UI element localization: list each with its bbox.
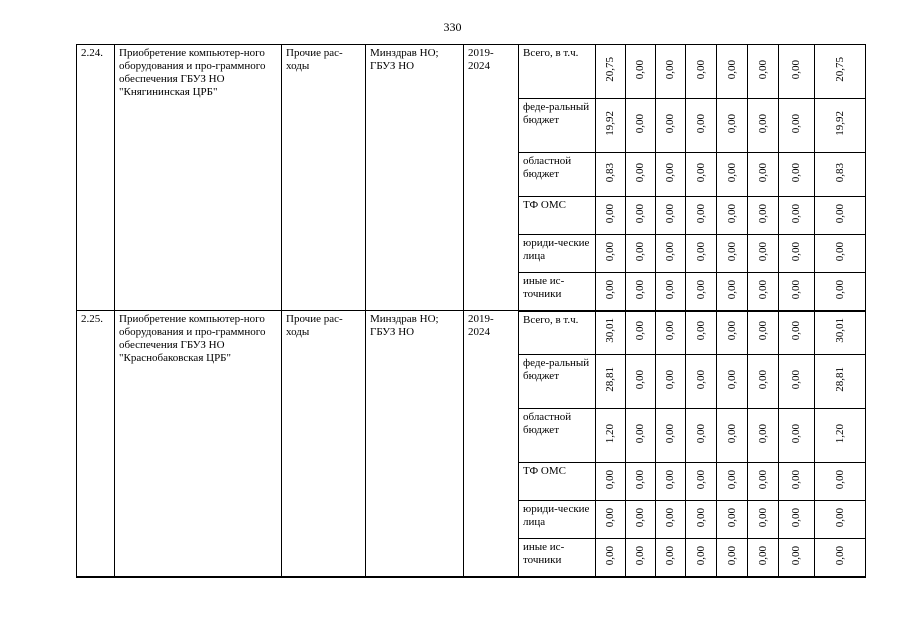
amount-cell bbox=[656, 311, 686, 355]
amount-cell bbox=[686, 311, 717, 355]
amount-cell bbox=[717, 45, 748, 99]
amount-value: 0,00 bbox=[725, 203, 738, 224]
amount-value: 0,00 bbox=[725, 113, 738, 134]
amount-cell bbox=[626, 409, 656, 463]
amount-cell bbox=[717, 273, 748, 311]
amount-cell bbox=[626, 355, 656, 409]
amount-value: 0,00 bbox=[756, 203, 769, 224]
amount-cell bbox=[779, 99, 815, 153]
amount-value: 0,00 bbox=[725, 423, 738, 444]
amount-value: 0,00 bbox=[694, 545, 707, 565]
expense-type: Прочие рас-ходы bbox=[282, 45, 366, 311]
amount-cell bbox=[748, 409, 779, 463]
amount-value: 0,00 bbox=[725, 279, 738, 299]
amount-cell bbox=[626, 311, 656, 355]
amount-value: 0,00 bbox=[790, 469, 802, 490]
amount-value: 0,00 bbox=[790, 203, 802, 224]
amount-cell bbox=[596, 273, 626, 311]
amount-value: 0,00 bbox=[604, 545, 616, 565]
amount-cell bbox=[686, 501, 717, 539]
amount-cell bbox=[748, 273, 779, 311]
amount-cell bbox=[656, 235, 686, 273]
amount-value: 0,00 bbox=[833, 241, 846, 262]
funding-source: юриди-ческие лица bbox=[519, 235, 596, 273]
amount-cell bbox=[686, 409, 717, 463]
amount-cell bbox=[656, 409, 686, 463]
amount-value: 0,00 bbox=[756, 469, 769, 490]
amount-cell bbox=[717, 153, 748, 197]
amount-cell bbox=[596, 539, 626, 577]
amount-value: 0,00 bbox=[664, 113, 676, 134]
amount-cell bbox=[779, 501, 815, 539]
amount-cell bbox=[626, 45, 656, 99]
amount-cell bbox=[748, 197, 779, 235]
amount-cell bbox=[656, 45, 686, 99]
amount-value: 0,00 bbox=[634, 423, 646, 444]
amount-value: 0,00 bbox=[725, 469, 738, 490]
amount-cell bbox=[626, 197, 656, 235]
amount-value: 0,00 bbox=[634, 279, 646, 299]
amount-value: 20,75 bbox=[833, 57, 846, 82]
amount-cell bbox=[717, 311, 748, 355]
amount-cell bbox=[717, 235, 748, 273]
amount-value: 20,75 bbox=[604, 57, 616, 82]
executor: Минздрав НО; ГБУЗ НО bbox=[366, 311, 464, 577]
amount-cell bbox=[596, 355, 626, 409]
amount-value: 0,00 bbox=[694, 279, 707, 299]
amount-value: 0,00 bbox=[790, 241, 802, 262]
amount-value: 0,00 bbox=[634, 507, 646, 528]
amount-value: 0,00 bbox=[756, 369, 769, 390]
amount-value: 0,00 bbox=[634, 369, 646, 390]
amount-value: 0,00 bbox=[756, 321, 769, 341]
amount-value: 0,00 bbox=[664, 321, 676, 341]
amount-cell bbox=[815, 311, 866, 355]
amount-value: 0,00 bbox=[664, 279, 676, 299]
amount-value: 0,00 bbox=[694, 321, 707, 341]
period: 2019-2024 bbox=[464, 45, 519, 311]
amount-value: 0,00 bbox=[664, 241, 676, 262]
amount-value: 0,00 bbox=[694, 469, 707, 490]
amount-value: 0,00 bbox=[833, 545, 846, 565]
amount-cell bbox=[656, 273, 686, 311]
amount-cell bbox=[815, 197, 866, 235]
amount-cell bbox=[686, 153, 717, 197]
amount-cell bbox=[686, 99, 717, 153]
amount-value: 0,00 bbox=[634, 162, 646, 183]
amount-cell bbox=[656, 539, 686, 577]
amount-cell bbox=[748, 463, 779, 501]
amount-cell bbox=[779, 273, 815, 311]
amount-value: 0,00 bbox=[725, 369, 738, 390]
amount-value: 0,00 bbox=[664, 423, 676, 444]
funding-source: Всего, в т.ч. bbox=[519, 311, 596, 355]
amount-value: 28,81 bbox=[833, 367, 846, 392]
amount-value: 0,00 bbox=[725, 162, 738, 183]
amount-value: 0,00 bbox=[664, 203, 676, 224]
amount-cell bbox=[815, 409, 866, 463]
amount-cell bbox=[656, 463, 686, 501]
amount-value: 0,00 bbox=[634, 203, 646, 224]
amount-value: 0,00 bbox=[790, 423, 802, 444]
amount-value: 0,00 bbox=[604, 279, 616, 299]
amount-cell bbox=[656, 153, 686, 197]
amount-value: 0,00 bbox=[634, 59, 646, 80]
amount-value: 0,00 bbox=[756, 59, 769, 80]
amount-cell bbox=[686, 235, 717, 273]
amount-cell bbox=[779, 197, 815, 235]
amount-cell bbox=[748, 311, 779, 355]
amount-cell bbox=[626, 99, 656, 153]
amount-cell bbox=[717, 99, 748, 153]
funding-source: феде-ральный бюджет bbox=[519, 99, 596, 153]
amount-value: 0,00 bbox=[790, 321, 802, 341]
amount-value: 0,00 bbox=[756, 162, 769, 183]
amount-value: 0,00 bbox=[790, 59, 802, 80]
expense-type: Прочие рас-ходы bbox=[282, 311, 366, 577]
amount-value: 0,00 bbox=[833, 469, 846, 490]
amount-value: 19,92 bbox=[604, 111, 616, 136]
amount-cell bbox=[686, 197, 717, 235]
funding-source: иные ис-точники bbox=[519, 539, 596, 577]
amount-cell bbox=[686, 45, 717, 99]
amount-cell bbox=[815, 235, 866, 273]
amount-value: 0,00 bbox=[756, 423, 769, 444]
amount-value: 0,00 bbox=[756, 279, 769, 299]
amount-cell bbox=[596, 409, 626, 463]
amount-value: 0,00 bbox=[634, 321, 646, 341]
amount-value: 0,00 bbox=[725, 241, 738, 262]
funding-source: иные ис-точники bbox=[519, 273, 596, 311]
amount-cell bbox=[596, 311, 626, 355]
table-row bbox=[77, 311, 866, 355]
amount-cell bbox=[686, 463, 717, 501]
amount-value: 0,83 bbox=[604, 162, 616, 183]
amount-cell bbox=[779, 463, 815, 501]
amount-value: 0,00 bbox=[664, 507, 676, 528]
amount-cell bbox=[815, 355, 866, 409]
amount-value: 0,00 bbox=[634, 545, 646, 565]
amount-cell bbox=[596, 153, 626, 197]
program-table bbox=[76, 44, 866, 578]
amount-cell bbox=[656, 355, 686, 409]
amount-value: 0,00 bbox=[790, 507, 802, 528]
period: 2019-2024 bbox=[464, 311, 519, 577]
amount-value: 1,20 bbox=[604, 423, 616, 444]
amount-cell bbox=[815, 501, 866, 539]
amount-value: 0,00 bbox=[756, 545, 769, 565]
amount-value: 0,00 bbox=[694, 423, 707, 444]
amount-value: 0,00 bbox=[756, 241, 769, 262]
amount-cell bbox=[717, 197, 748, 235]
funding-source: областной бюджет bbox=[519, 409, 596, 463]
amount-cell bbox=[626, 463, 656, 501]
amount-cell bbox=[815, 153, 866, 197]
amount-value: 0,00 bbox=[725, 545, 738, 565]
amount-cell bbox=[717, 501, 748, 539]
amount-value: 0,00 bbox=[634, 469, 646, 490]
amount-value: 0,00 bbox=[833, 279, 846, 299]
amount-cell bbox=[717, 355, 748, 409]
amount-cell bbox=[686, 539, 717, 577]
amount-cell bbox=[626, 539, 656, 577]
amount-value: 0,00 bbox=[833, 507, 846, 528]
amount-cell bbox=[656, 99, 686, 153]
amount-cell bbox=[779, 45, 815, 99]
amount-cell bbox=[626, 273, 656, 311]
funding-source: областной бюджет bbox=[519, 153, 596, 197]
page-number: 330 bbox=[443, 20, 462, 34]
funding-source: юриди-ческие лица bbox=[519, 501, 596, 539]
funding-source: феде-ральный бюджет bbox=[519, 355, 596, 409]
amount-value: 0,00 bbox=[604, 469, 616, 490]
amount-value: 0,00 bbox=[790, 279, 802, 299]
amount-value: 0,00 bbox=[790, 113, 802, 134]
amount-value: 0,00 bbox=[725, 321, 738, 341]
amount-cell bbox=[779, 235, 815, 273]
amount-value: 0,00 bbox=[664, 469, 676, 490]
amount-cell bbox=[626, 501, 656, 539]
amount-cell bbox=[596, 99, 626, 153]
amount-value: 0,00 bbox=[694, 113, 707, 134]
amount-cell bbox=[717, 409, 748, 463]
amount-value: 0,00 bbox=[756, 113, 769, 134]
amount-value: 0,00 bbox=[694, 369, 707, 390]
amount-value: 0,00 bbox=[790, 545, 802, 565]
funding-source: ТФ ОМС bbox=[519, 463, 596, 501]
amount-cell bbox=[748, 355, 779, 409]
measure-number: 2.25. bbox=[77, 311, 115, 577]
amount-value: 0,00 bbox=[725, 59, 738, 80]
amount-value: 0,00 bbox=[694, 162, 707, 183]
amount-value: 0,00 bbox=[756, 507, 769, 528]
amount-value: 0,00 bbox=[664, 59, 676, 80]
funding-source: ТФ ОМС bbox=[519, 197, 596, 235]
amount-cell bbox=[815, 463, 866, 501]
amount-value: 0,00 bbox=[694, 59, 707, 80]
amount-value: 0,00 bbox=[790, 369, 802, 390]
amount-cell bbox=[815, 99, 866, 153]
amount-value: 1,20 bbox=[833, 423, 846, 444]
amount-value: 28,81 bbox=[604, 367, 616, 392]
amount-value: 0,83 bbox=[833, 162, 846, 183]
measure-number: 2.24. bbox=[77, 45, 115, 311]
executor: Минздрав НО; ГБУЗ НО bbox=[366, 45, 464, 311]
amount-cell bbox=[748, 501, 779, 539]
amount-cell bbox=[596, 501, 626, 539]
amount-cell bbox=[717, 463, 748, 501]
amount-value: 0,00 bbox=[664, 369, 676, 390]
amount-cell bbox=[686, 355, 717, 409]
amount-cell bbox=[656, 501, 686, 539]
amount-cell bbox=[596, 463, 626, 501]
amount-value: 0,00 bbox=[725, 507, 738, 528]
amount-value: 0,00 bbox=[604, 241, 616, 262]
amount-value: 30,01 bbox=[604, 318, 616, 344]
amount-cell bbox=[779, 539, 815, 577]
amount-cell bbox=[748, 45, 779, 99]
amount-value: 0,00 bbox=[664, 162, 676, 183]
amount-cell bbox=[779, 355, 815, 409]
amount-value: 0,00 bbox=[833, 203, 846, 224]
amount-value: 0,00 bbox=[604, 507, 616, 528]
amount-cell bbox=[686, 273, 717, 311]
funding-source: Всего, в т.ч. bbox=[519, 45, 596, 99]
amount-cell bbox=[815, 273, 866, 311]
amount-value: 0,00 bbox=[664, 545, 676, 565]
amount-cell bbox=[626, 153, 656, 197]
amount-cell bbox=[815, 539, 866, 577]
amount-cell bbox=[779, 409, 815, 463]
amount-value: 0,00 bbox=[634, 241, 646, 262]
amount-value: 19,92 bbox=[833, 111, 846, 136]
amount-value: 0,00 bbox=[604, 203, 616, 224]
amount-cell bbox=[656, 197, 686, 235]
amount-cell bbox=[626, 235, 656, 273]
amount-value: 0,00 bbox=[790, 162, 802, 183]
amount-cell bbox=[596, 235, 626, 273]
measure-name: Приобретение компьютер-ного оборудования и про-граммного обеспечения ГБУЗ НО "Краснобаковская ЦРБ" bbox=[115, 311, 282, 577]
amount-value: 30,01 bbox=[833, 318, 846, 344]
amount-cell bbox=[779, 311, 815, 355]
amount-value: 0,00 bbox=[634, 113, 646, 134]
amount-value: 0,00 bbox=[694, 241, 707, 262]
amount-cell bbox=[815, 45, 866, 99]
amount-cell bbox=[596, 197, 626, 235]
amount-cell bbox=[717, 539, 748, 577]
amount-value: 0,00 bbox=[694, 507, 707, 528]
amount-value: 0,00 bbox=[694, 203, 707, 224]
measure-name: Приобретение компьютер-ного оборудования и про-граммного обеспечения ГБУЗ НО "Княгининская ЦРБ" bbox=[115, 45, 282, 311]
amount-cell bbox=[748, 539, 779, 577]
amount-cell bbox=[748, 153, 779, 197]
amount-cell bbox=[748, 99, 779, 153]
amount-cell bbox=[748, 235, 779, 273]
table-row bbox=[77, 45, 866, 99]
amount-cell bbox=[596, 45, 626, 99]
amount-cell bbox=[779, 153, 815, 197]
